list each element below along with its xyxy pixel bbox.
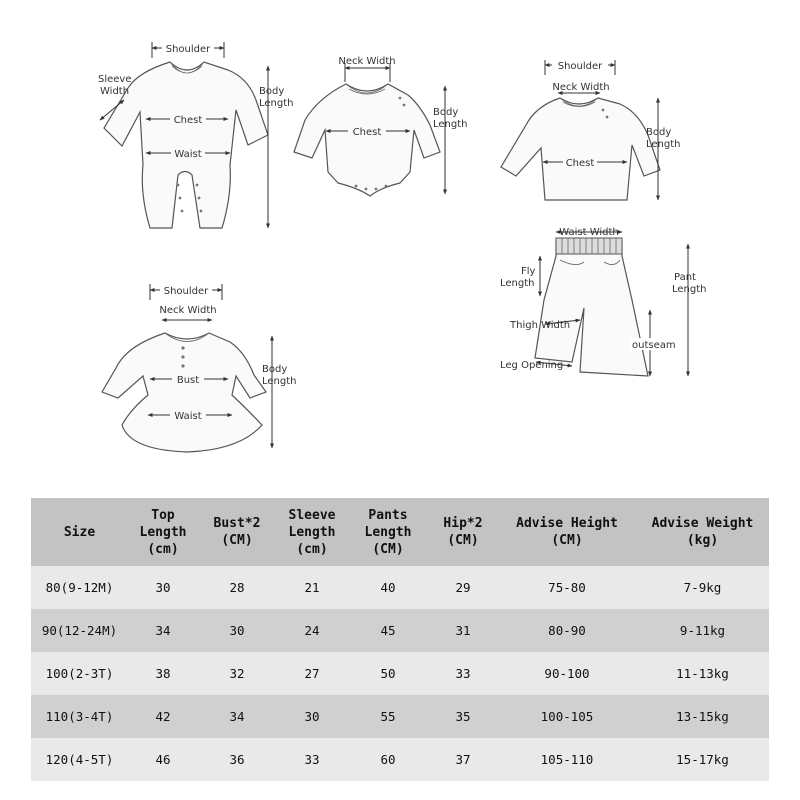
cell-hip: 35 [428,695,498,738]
cell-hip: 31 [428,609,498,652]
cell-pants-length: 60 [348,738,428,781]
cell-hip: 37 [428,738,498,781]
dress-diagram [102,284,297,452]
cell-sleeve-length: 33 [276,738,348,781]
cell-advise-weight: 11-13kg [636,652,769,695]
cell-advise-height: 75-80 [498,566,636,609]
header-size: Size [31,498,128,566]
pants-pant-length-label-1: Pant [674,272,696,283]
cell-hip: 33 [428,652,498,695]
cell-size: 80(9-12M) [31,566,128,609]
cell-advise-height: 105-110 [498,738,636,781]
romper-chest-label: Chest [173,115,203,126]
cell-pants-length: 40 [348,566,428,609]
cell-size: 90(12-24M) [31,609,128,652]
top-diagram [501,59,681,200]
romper-shoulder-label: Shoulder [165,44,211,55]
cell-advise-weight: 13-15kg [636,695,769,738]
cell-bust: 36 [198,738,276,781]
romper-diagram [98,42,294,228]
romper-sleeve-width-label-1: Sleeve [98,74,132,85]
bodysuit-diagram [294,56,468,196]
pants-outseam-label: outseam [632,340,676,351]
cell-sleeve-length: 27 [276,652,348,695]
table-row [31,695,769,738]
cell-bust: 28 [198,566,276,609]
cell-advise-weight: 15-17kg [636,738,769,781]
dress-waist-label: Waist [174,411,202,422]
dress-neck-width-label: Neck Width [159,305,217,316]
pants-waist-width-label: Waist Width [559,227,619,238]
pants-diagram [500,227,707,376]
bodysuit-body-length-label-1: Body [433,107,459,118]
table-row [31,609,769,652]
cell-advise-weight: 9-11kg [636,609,769,652]
table-row [31,566,769,609]
cell-sleeve-length: 30 [276,695,348,738]
header-pants-length: Pants Length (CM) [348,498,428,566]
top-chest-label: Chest [565,158,595,169]
cell-pants-length: 50 [348,652,428,695]
header-bust: Bust*2 (CM) [198,498,276,566]
bodysuit-body-length-label-2: Length [433,119,468,130]
romper-body-length-label-1: Body [259,86,285,97]
cell-advise-height: 80-90 [498,609,636,652]
header-advise-height: Advise Height (CM) [498,498,636,566]
top-body-length-label-2: Length [646,139,681,150]
top-body-length-label-1: Body [646,127,672,138]
bodysuit-neck-width-label: Neck Width [338,56,396,67]
table-row [31,738,769,781]
cell-advise-height: 90-100 [498,652,636,695]
pants-leg-opening-label: Leg Opening [500,360,564,371]
table-header-row [31,498,769,566]
romper-sleeve-width-label-2: Width [100,86,130,97]
pants-fly-length-label-2: Length [500,278,535,289]
cell-bust: 30 [198,609,276,652]
top-neck-width-label: Neck Width [552,82,610,93]
romper-waist-label: Waist [174,149,202,160]
dress-bust-label: Bust [176,375,200,386]
header-advise-weight: Advise Weight (kg) [636,498,769,566]
dress-body-length-label-1: Body [262,364,288,375]
cell-advise-height: 100-105 [498,695,636,738]
cell-top-length: 46 [128,738,198,781]
cell-hip: 29 [428,566,498,609]
size-chart-table [31,498,769,781]
dress-body-length-label-2: Length [262,376,297,387]
cell-top-length: 38 [128,652,198,695]
cell-size: 120(4-5T) [31,738,128,781]
cell-top-length: 30 [128,566,198,609]
pants-fly-length-label-1: Fly [521,266,536,277]
cell-pants-length: 55 [348,695,428,738]
cell-sleeve-length: 24 [276,609,348,652]
pants-thigh-width-label: Thigh Width [510,320,571,331]
top-shoulder-label: Shoulder [557,61,603,72]
dress-shoulder-label: Shoulder [163,286,209,297]
header-hip: Hip*2 (CM) [428,498,498,566]
cell-top-length: 42 [128,695,198,738]
cell-advise-weight: 7-9kg [636,566,769,609]
cell-bust: 32 [198,652,276,695]
cell-size: 110(3-4T) [31,695,128,738]
table-row [31,652,769,695]
header-sleeve-length: Sleeve Length (cm) [276,498,348,566]
cell-top-length: 34 [128,609,198,652]
cell-sleeve-length: 21 [276,566,348,609]
romper-body-length-label-2: Length [259,98,294,109]
cell-size: 100(2-3T) [31,652,128,695]
cell-bust: 34 [198,695,276,738]
bodysuit-chest-label: Chest [352,127,382,138]
header-top-length: Top Length (cm) [128,498,198,566]
cell-pants-length: 45 [348,609,428,652]
pants-pant-length-label-2: Length [672,284,707,295]
